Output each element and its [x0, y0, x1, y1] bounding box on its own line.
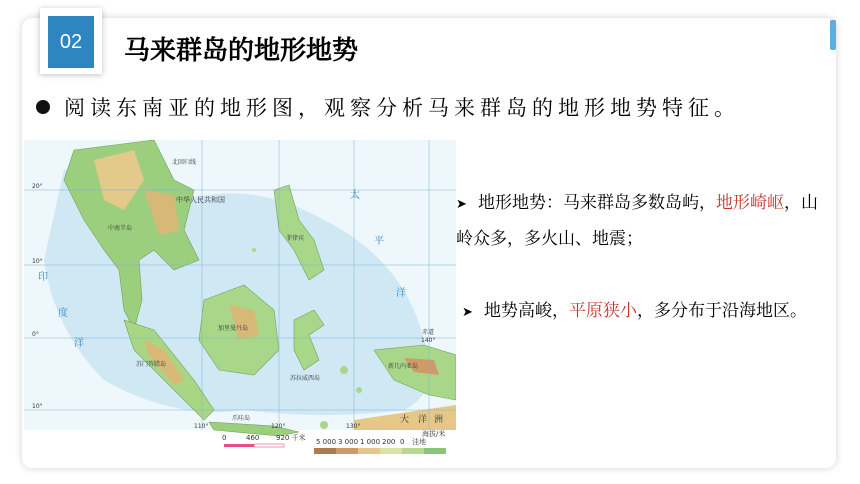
intro-text: 阅读东南亚的地形图，观察分析马来群岛的地形地势特征。	[64, 96, 740, 120]
lon-label-130: 130°	[346, 423, 361, 430]
legend-swatch-1000	[358, 448, 380, 454]
label-north-tropic: 北回归线	[172, 159, 197, 166]
scale-end: 920 千米	[276, 434, 306, 442]
arrow-bullet-icon: ➤	[462, 305, 473, 320]
lon-label-110: 110°	[194, 423, 209, 430]
legend-swatch-lowland	[424, 448, 446, 454]
lat-label-20n: 20°	[32, 183, 43, 190]
southeast-asia-terrain-map	[24, 140, 456, 470]
lon-label-140: 140°	[421, 337, 436, 344]
map-svg	[24, 140, 456, 470]
legend-value-5000: 5 000	[316, 438, 337, 446]
label-pacific-1: 太	[350, 190, 360, 201]
slide-title: 马来群岛的地形地势	[124, 36, 359, 66]
point-elevation-highlight: 平原狭小	[569, 301, 637, 321]
bullet-dot-icon	[36, 100, 50, 114]
label-indian-2: 度	[58, 308, 68, 319]
scale-mid: 460	[246, 434, 260, 442]
label-australia-3: 洲	[434, 415, 444, 425]
scale-zero: 0	[222, 434, 227, 442]
label-indian-1: 印	[38, 272, 48, 283]
label-indochina: 中南半岛	[108, 225, 133, 232]
point-elevation-prefix: 地势高峻，	[484, 301, 569, 321]
legend-value-200: 200	[382, 438, 396, 446]
point-elevation	[462, 294, 812, 330]
label-kalimantan: 加里曼丹岛	[218, 325, 249, 332]
elevation-legend	[314, 429, 446, 454]
legend-value-1000: 1 000	[360, 438, 381, 446]
legend-value-3000: 3 000	[338, 438, 359, 446]
label-china: 中华人民共和国	[176, 196, 225, 204]
legend-swatch-5000	[314, 448, 336, 454]
point-terrain	[456, 186, 826, 256]
point-terrain-highlight: 地形崎岖	[716, 193, 784, 213]
point-terrain-suffix: ，山岭众多，多火山、地震；	[456, 193, 818, 249]
label-pacific-3: 洋	[396, 288, 406, 299]
lat-label-10n: 10°	[32, 258, 43, 265]
lon-label-120: 120°	[271, 423, 286, 430]
label-celebes: 苏拉威西岛	[290, 375, 321, 382]
label-philippines: 菲律宾	[286, 235, 305, 242]
legend-swatch-200	[380, 448, 402, 454]
label-new-guinea: 新几内亚岛	[388, 363, 419, 370]
arrow-bullet-icon: ➤	[456, 197, 467, 212]
label-pacific-2: 平	[374, 236, 384, 247]
point-elevation-suffix: ，多分布于沿海地区。	[637, 301, 807, 321]
label-australia-1: 大	[400, 415, 410, 425]
legend-value-0: 0	[400, 438, 405, 446]
point-terrain-prefix: 地形地势：马来群岛多数岛屿，	[478, 193, 716, 213]
intro-bullet	[36, 92, 740, 122]
label-equator: 赤道	[422, 329, 435, 336]
legend-swatch-3000	[336, 448, 358, 454]
lat-label-0: 0°	[32, 331, 39, 338]
scale-bar	[222, 433, 306, 447]
section-number: 02	[48, 16, 94, 68]
accent-bar	[830, 20, 836, 50]
label-sumatra: 苏门答腊岛	[136, 361, 167, 368]
label-java: 爪哇岛	[232, 415, 251, 422]
label-indian-3: 洋	[74, 338, 84, 349]
section-badge	[40, 8, 102, 74]
legend-title: 海拔/米	[422, 430, 446, 438]
label-australia-2: 洋	[418, 415, 428, 425]
legend-value-lowland: 洼地	[412, 438, 426, 446]
lat-label-10s: 10°	[32, 403, 43, 410]
legend-swatch-0	[402, 448, 424, 454]
